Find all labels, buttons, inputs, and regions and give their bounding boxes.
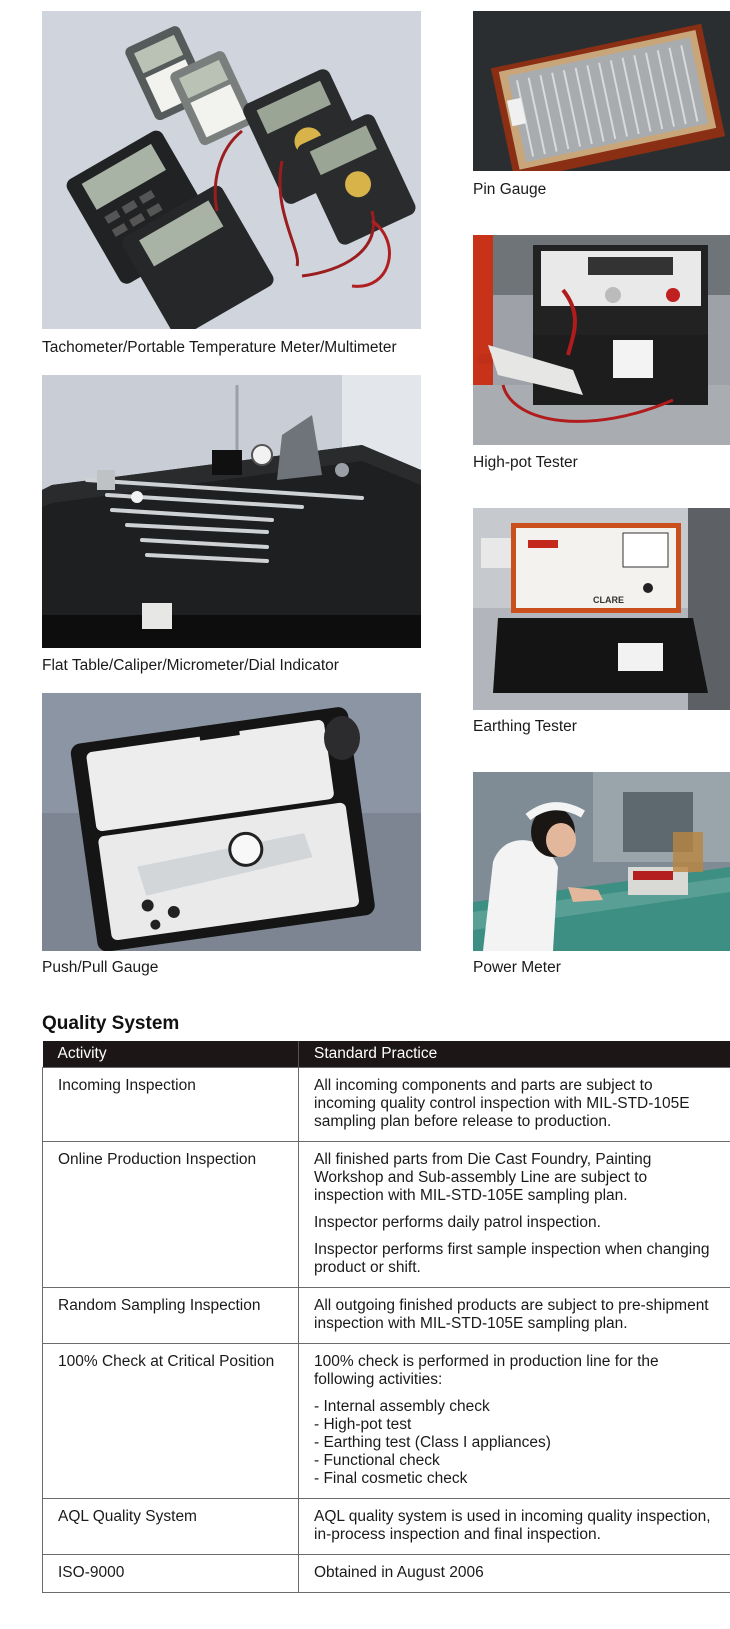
- photo-flat-table: [42, 375, 421, 648]
- practice-paragraph: All outgoing finished products are subject to pre-shipment inspection with MIL-STD-105E sampling plan.: [314, 1297, 709, 1332]
- table-row: [43, 1344, 730, 1499]
- caption-hipot-tester: High-pot Tester: [473, 454, 578, 471]
- activity-cell: AQL Quality System: [43, 1499, 299, 1555]
- practice-paragraph: All finished parts from Die Cast Foundry, Painting Workshop and Sub-assembly Line are subject to inspection with MIL-STD-105E sampling plan.: [314, 1151, 652, 1204]
- list-item: - Earthing test (Class I appliances): [314, 1434, 551, 1451]
- practice-cell: [299, 1288, 730, 1344]
- photo-pin-gauge: [473, 11, 730, 171]
- caption-pin-gauge: Pin Gauge: [473, 181, 547, 198]
- table-header-row: [43, 1041, 730, 1068]
- practice-paragraph: Inspector performs first sample inspection when changing product or shift.: [314, 1241, 710, 1276]
- practice-cell: [299, 1555, 730, 1593]
- practice-cell: [299, 1344, 730, 1499]
- practice-cell: [299, 1499, 730, 1555]
- list-item: - Functional check: [314, 1452, 440, 1469]
- list-item: - Final cosmetic check: [314, 1470, 468, 1487]
- table-row: [43, 1555, 730, 1593]
- column-header-standard-practice: Standard Practice: [299, 1041, 730, 1068]
- activity-cell: Random Sampling Inspection: [43, 1288, 299, 1344]
- photo-power-meter: [473, 772, 730, 951]
- check-activity-list: [314, 1398, 716, 1488]
- caption-push-pull-gauge: Push/Pull Gauge: [42, 959, 159, 976]
- practice-cell: [299, 1068, 730, 1142]
- quality-system-table: [42, 1041, 730, 1593]
- column-header-activity: Activity: [43, 1041, 299, 1068]
- caption-earthing-tester: Earthing Tester: [473, 718, 577, 735]
- photo-push-pull-gauge: [42, 693, 421, 951]
- table-row: [43, 1068, 730, 1142]
- photo-meters: [42, 11, 421, 329]
- activity-cell: ISO-9000: [43, 1555, 299, 1593]
- practice-paragraph: All incoming components and parts are subject to incoming quality control inspection with MIL-STD-105E sampling plan before release to production.: [314, 1077, 690, 1130]
- practice-paragraph: 100% check is performed in production line for the following activities:: [314, 1353, 659, 1388]
- list-item: - High-pot test: [314, 1416, 412, 1433]
- practice-paragraph: AQL quality system is used in incoming quality inspection, in-process inspection and final inspection.: [314, 1508, 711, 1543]
- table-row: [43, 1499, 730, 1555]
- activity-cell: Incoming Inspection: [43, 1068, 299, 1142]
- caption-meters: Tachometer/Portable Temperature Meter/Multimeter: [42, 339, 397, 356]
- photo-earthing-tester: [473, 508, 730, 710]
- activity-cell: Online Production Inspection: [43, 1142, 299, 1288]
- practice-paragraph: Inspector performs daily patrol inspection.: [314, 1214, 601, 1231]
- caption-flat-table: Flat Table/Caliper/Micrometer/Dial Indicator: [42, 657, 339, 674]
- list-item: - Internal assembly check: [314, 1398, 490, 1415]
- practice-cell: [299, 1142, 730, 1288]
- caption-power-meter: Power Meter: [473, 959, 561, 976]
- table-row: [43, 1142, 730, 1288]
- activity-cell: 100% Check at Critical Position: [43, 1344, 299, 1499]
- photo-hipot-tester: [473, 235, 730, 445]
- quality-system-title: Quality System: [42, 1013, 180, 1034]
- table-row: [43, 1288, 730, 1344]
- clare-brand-label: CLARE: [593, 595, 624, 605]
- practice-paragraph: Obtained in August 2006: [314, 1564, 484, 1581]
